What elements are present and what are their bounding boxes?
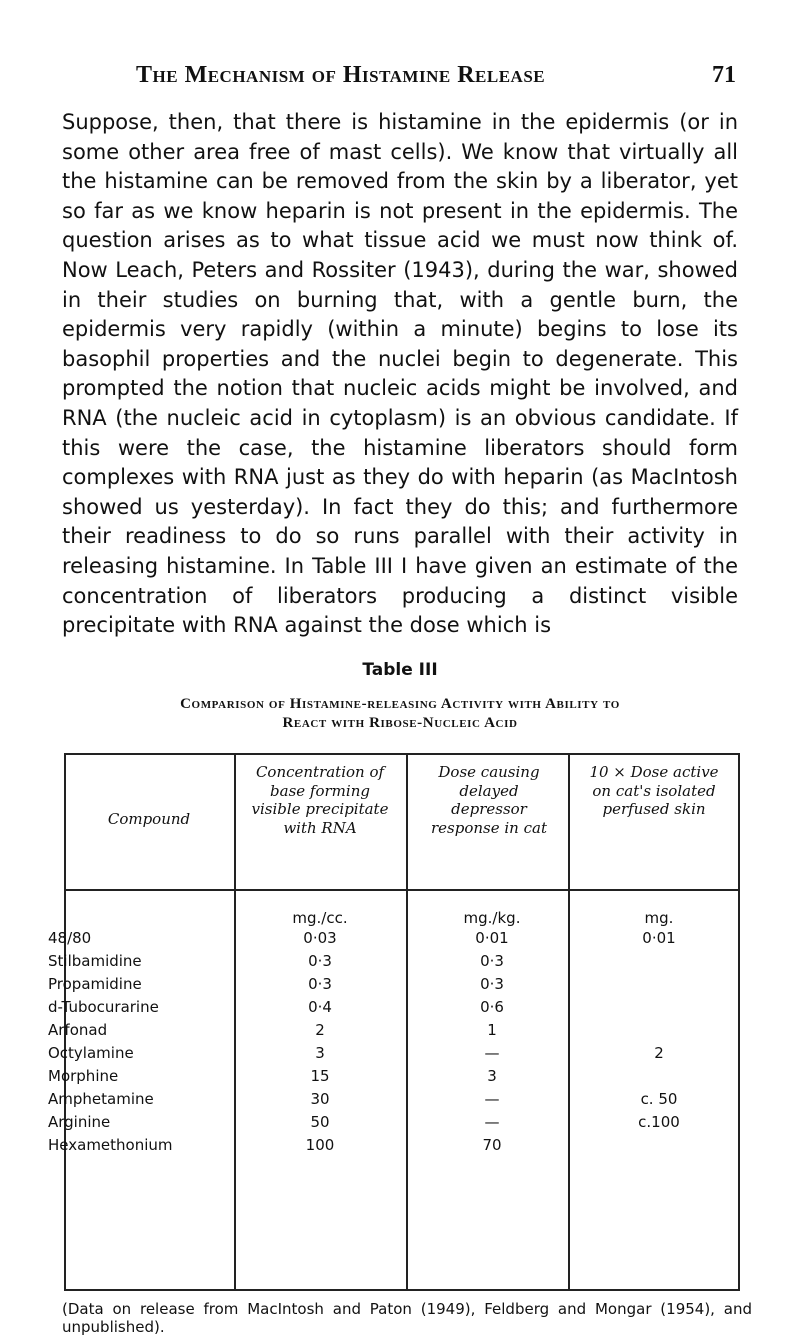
- table-row: [48, 929, 740, 949]
- table-row: [48, 1090, 740, 1110]
- table-row: [48, 1021, 740, 1041]
- cell-dose: 0·6: [480, 998, 504, 1016]
- cell-concentration: 0·03: [303, 929, 337, 947]
- table-row: [48, 952, 740, 972]
- data-table: [48, 753, 740, 1293]
- cell-skin: 2: [654, 1044, 664, 1062]
- cell-skin: c. 50: [640, 1090, 678, 1108]
- table-row: [48, 998, 740, 1018]
- cell-compound: Octylamine: [48, 1044, 134, 1062]
- cell-concentration: 50: [310, 1113, 330, 1131]
- table-row: [48, 1044, 740, 1064]
- unit-concentration: mg./cc.: [292, 909, 348, 927]
- header-title: The Mechanism of Histamine Release: [136, 62, 546, 88]
- table-row: [48, 1113, 740, 1133]
- unit-skin: mg.: [644, 909, 674, 927]
- body-paragraph: Suppose, then, that there is histamine in the epidermis (or in some other area free of mast cells). We know that virtually all the histamine can be removed from the skin by a liberator, yet so far as we know heparin is not present in the epidermis. The question arises as to what tissue acid we must now think of. Now Leach, Peters and Rossiter (1943), during the war, showed in their studies on burning that, with a gentle burn, the epidermis very rapidly (within a minute) begins to lose its basophil properties and the nuclei begin to degenerate. This prompted the notion that nucleic acids might be involved, and RNA (the nucleic acid in cytoplasm) is an obvious candidate. If this were the case, the histamine liberators should form complexes with RNA just as they do with heparin (as MacIntosh showed us yesterday). In fact they do this; and furthermore their readiness to do so runs parallel with their activity in releasing histamine. In Table III I have given an estimate of the concentration of liberators producing a distinct visible precipitate with RNA against the dose which is: [62, 110, 738, 638]
- table-row: [48, 1067, 740, 1087]
- running-header: [136, 62, 736, 96]
- cell-skin: c.100: [638, 1113, 680, 1131]
- page-number: 71: [712, 62, 736, 88]
- cell-dose: —: [484, 1044, 500, 1062]
- cell-dose: 0·01: [475, 929, 509, 947]
- table-footnote: (Data on release from MacIntosh and Paton (1949), Feldberg and Mongar (1954), and unpublished).: [62, 1300, 752, 1336]
- cell-dose: 1: [487, 1021, 497, 1039]
- header-concentration: Concentration of base forming visible precipitate with RNA: [251, 763, 389, 837]
- cell-compound: Arfonad: [48, 1021, 108, 1039]
- cell-dose: 70: [482, 1136, 502, 1154]
- table-header-rule: [64, 889, 740, 891]
- cell-concentration: 0·3: [308, 952, 332, 970]
- cell-compound: Stilbamidine: [48, 952, 142, 970]
- cell-dose: 3: [487, 1067, 497, 1085]
- cell-concentration: 0·3: [308, 975, 332, 993]
- table-bottom-rule: [64, 1289, 740, 1291]
- cell-compound: d-Tubocurarine: [48, 998, 159, 1016]
- cell-dose: —: [484, 1090, 500, 1108]
- cell-dose: —: [484, 1113, 500, 1131]
- table-top-rule: [64, 753, 740, 755]
- cell-concentration: 15: [310, 1067, 330, 1085]
- table-caption: [110, 695, 690, 733]
- cell-dose: 0·3: [480, 952, 504, 970]
- cell-concentration: 2: [315, 1021, 325, 1039]
- table-caption-line-1: Comparison of Histamine-releasing Activity with Ability to: [180, 696, 620, 712]
- header-dose: Dose causing delayed depressor response in cat: [431, 763, 547, 837]
- cell-dose: 0·3: [480, 975, 504, 993]
- cell-concentration: 30: [310, 1090, 330, 1108]
- table-row: [48, 1136, 740, 1156]
- cell-skin: 0·01: [642, 929, 676, 947]
- header-skin: 10 × Dose active on cat's isolated perfused skin: [589, 763, 719, 818]
- unit-dose: mg./kg.: [463, 909, 521, 927]
- cell-compound: Morphine: [48, 1067, 119, 1085]
- cell-compound: Propamidine: [48, 975, 142, 993]
- cell-concentration: 100: [305, 1136, 335, 1154]
- cell-concentration: 0·4: [308, 998, 332, 1016]
- table-row: [48, 975, 740, 995]
- header-compound: Compound: [107, 810, 191, 828]
- table-label: Table III: [362, 660, 438, 680]
- cell-compound: Arginine: [48, 1113, 111, 1131]
- cell-compound: Hexamethonium: [48, 1136, 173, 1154]
- cell-compound: 48/80: [48, 929, 92, 947]
- cell-compound: Amphetamine: [48, 1090, 154, 1108]
- table-caption-line-2: React with Ribose-Nucleic Acid: [282, 715, 518, 731]
- cell-concentration: 3: [315, 1044, 325, 1062]
